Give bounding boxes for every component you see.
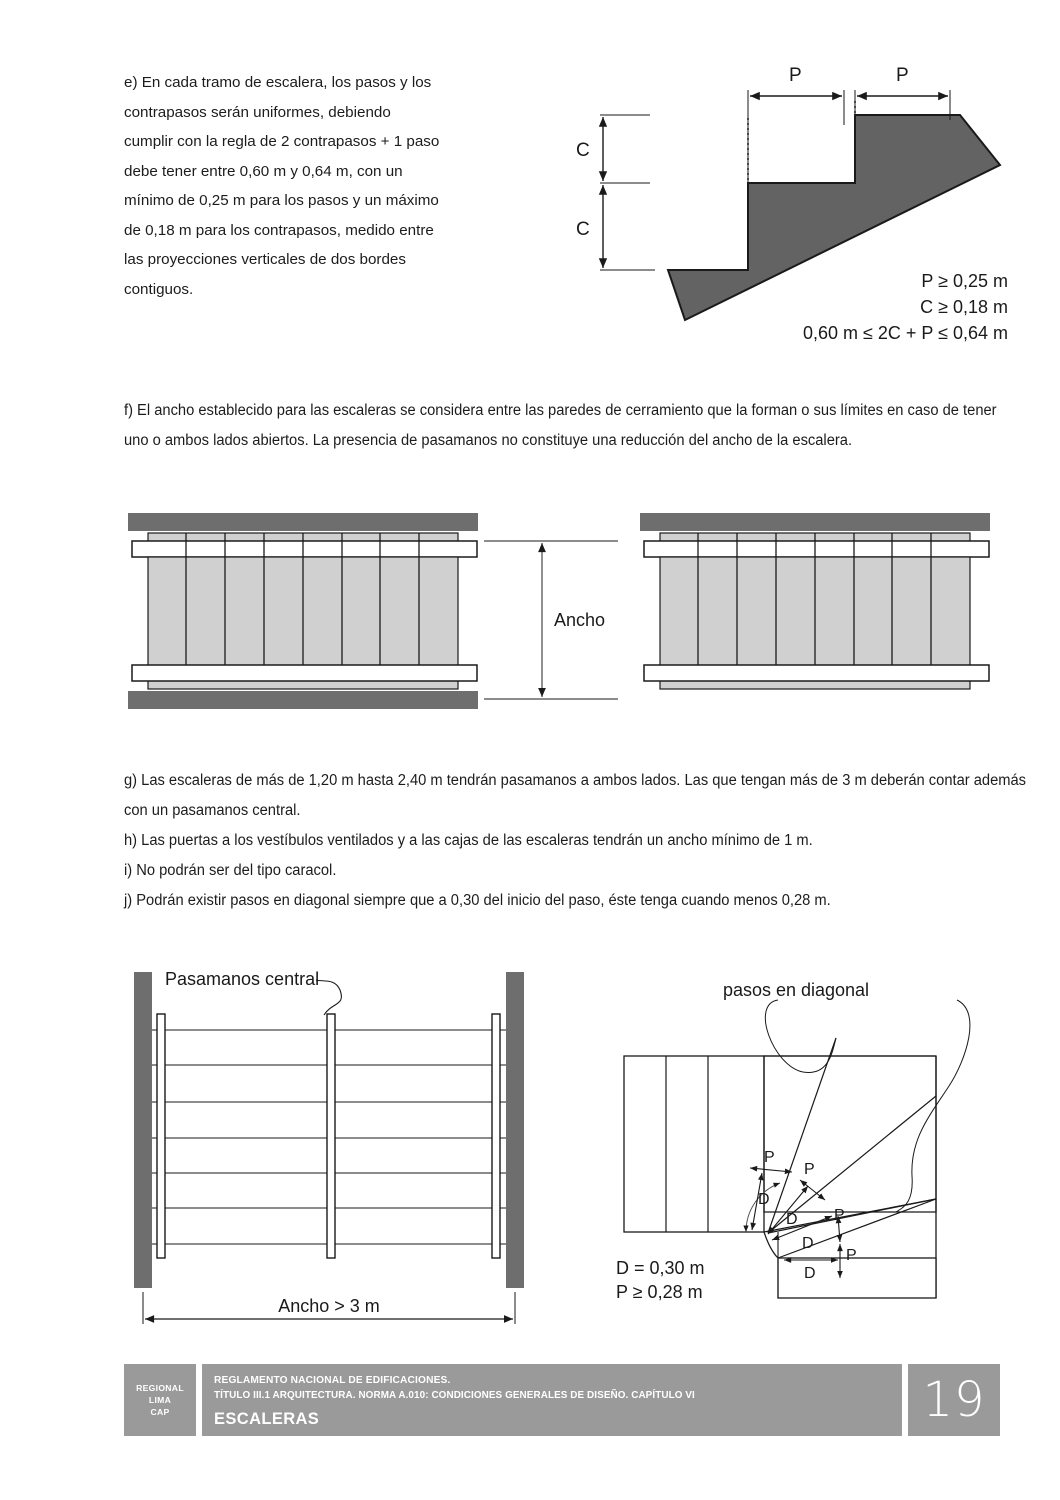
callout-leader-right [896, 1000, 970, 1212]
paragraph-e-line: e) En cada tramo de escalera, los pasos y los [124, 74, 432, 91]
winder-step-lines [764, 1038, 936, 1233]
winder-p-label: P [804, 1161, 815, 1178]
paragraph-e-line: debe tener entre 0,60 m y 0,64 m, con un [124, 162, 403, 180]
callout-leader-left [765, 1000, 836, 1072]
footer-logo-line: LIMA [148, 1395, 172, 1405]
winder-zone [764, 1056, 936, 1212]
lower-flight [778, 1258, 936, 1298]
footer-logo [124, 1364, 196, 1436]
paragraph-e-line: las proyecciones verticales de dos bordes [124, 251, 406, 268]
winder-d-label: D [802, 1235, 814, 1252]
diagonal-steps-callout: pasos en diagonal [722, 980, 870, 1000]
callout-leader [316, 980, 341, 1015]
tread-label-p1: P [789, 65, 802, 86]
paragraph-e-line: contrapasos serán uniformes, debiendo [124, 103, 391, 121]
central-handrail-callout: Pasamanos central [165, 969, 320, 989]
wall-left [134, 972, 152, 1288]
paragraph-e-line: de 0,18 m para los contrapasos, medido entre [124, 221, 434, 239]
footer-logo-line: REGIONAL [136, 1383, 184, 1393]
winder-p-label: P [834, 1207, 845, 1224]
wall-right [506, 972, 524, 1288]
width-label: Ancho [554, 610, 606, 630]
stair-section-diagram [560, 55, 1040, 355]
stair-plan-right [640, 513, 990, 689]
stair-plan-width-diagram [118, 503, 1028, 723]
winder-d-label: D [804, 1265, 816, 1282]
page-footer [124, 1364, 1000, 1436]
diagonal-steps-plan [600, 968, 1020, 1328]
stair-plan-left [128, 513, 478, 709]
paragraph-e-line: contiguos. [124, 280, 194, 298]
riser-label-c2: C [576, 219, 590, 240]
straight-flight [624, 1056, 764, 1232]
footer-logo-line: CAP [150, 1407, 170, 1417]
paragraph-i: i) No podrán ser del tipo caracol. [124, 862, 337, 879]
handrail-right [492, 1014, 500, 1258]
winder-p-label: P [764, 1149, 775, 1166]
central-handrail-plan [118, 958, 538, 1328]
winder-d-label: D [758, 1191, 770, 1208]
ancho-3m-label: Ancho > 3 m [278, 1296, 380, 1316]
paragraph-j: j) Podrán existir pasos en diagonal siempre que a 0,30 del inicio del paso, éste tenga cuando menos 0,28 m. [124, 892, 831, 909]
section-note-1: P ≥ 0,25 m [921, 271, 1008, 291]
footer-line-1: REGLAMENTO NACIONAL DE EDIFICACIONES. [214, 1374, 451, 1386]
paragraph-g: g) Las escaleras de más de 1,20 m hasta 2,40 m tendrán pasamanos a ambos lados. Las que tengan más de 3 m deberán contar además con un pasamanos central. [124, 772, 1027, 819]
winder-p-label: P [846, 1247, 857, 1264]
paragraph-e-line: cumplir con la regla de 2 contrapasos + 1 paso [124, 133, 440, 150]
footer-section-title: ESCALERAS [214, 1409, 320, 1428]
footer-line-2: TÍTULO III.1 ARQUITECTURA. NORMA A.010: CONDICIONES GENERALES DE DISEÑO. CAPÍTULO VI [214, 1390, 695, 1401]
handrail-left [157, 1014, 165, 1258]
section-note-2: C ≥ 0,18 m [920, 297, 1008, 317]
winder-note-1: D = 0,30 m [616, 1258, 705, 1278]
paragraph-e-line: mínimo de 0,25 m para los pasos y un máximo [124, 192, 439, 209]
winder-nose-arc [764, 1232, 778, 1258]
winder-d-label: D [786, 1211, 798, 1228]
riser-label-c1: C [576, 140, 590, 161]
winder-note-2: P ≥ 0,28 m [616, 1282, 703, 1302]
width-dimension [484, 541, 618, 699]
handrail-center [327, 1014, 335, 1258]
paragraph-h: h) Las puertas a los vestíbulos ventilados y a las cajas de las escaleras tendrán un ancho mínimo de 1 m. [124, 832, 813, 849]
footer-title-block [202, 1364, 902, 1436]
paragraph-f: f) El ancho establecido para las escaleras se considera entre las paredes de cerramiento que la forman o sus límites en caso de tener uno o ambos lados abiertos. La presencia de pasamanos no constituye una reducción del ancho de la escalera. [124, 402, 997, 449]
section-note-3: 0,60 m ≤ 2C + P ≤ 0,64 m [802, 323, 1008, 343]
page-number: 19 [908, 1364, 1000, 1436]
tread-label-p2: P [896, 65, 909, 86]
paragraph-e [124, 68, 482, 304]
